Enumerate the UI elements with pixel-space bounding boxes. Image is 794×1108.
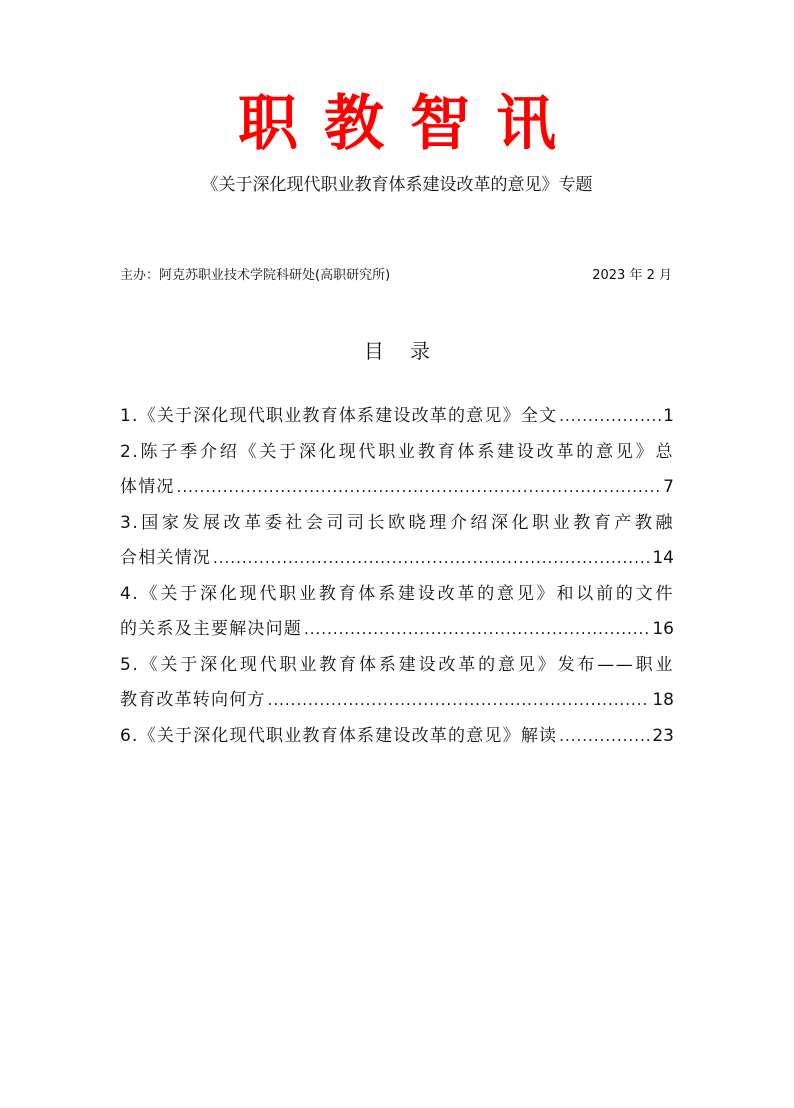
toc-leader-dots [177,470,662,506]
toc-heading: 目 录 [363,339,441,363]
toc-item-3[interactable] [120,506,674,577]
toc-leader-dots [268,683,651,719]
toc-page-number: 23 [652,725,674,746]
toc-page-number: 18 [652,690,674,710]
table-of-contents [120,399,674,754]
toc-item-2[interactable] [120,435,674,506]
toc-entry-line [120,683,674,719]
toc-entry-text: 体情况 [120,477,175,497]
toc-entry-text: 的关系及主要解决问题 [120,619,302,639]
toc-entry-text: 合相关情况 [120,548,211,568]
toc-entry-line [120,399,674,435]
toc-item-4[interactable] [120,577,674,648]
toc-leader-dots [213,541,650,577]
toc-page-number: 16 [652,619,674,639]
toc-entry-line [120,719,674,755]
toc-leader-dots [559,399,661,435]
toc-entry-line [120,470,674,506]
issue-date: 2023 年 2 月 [592,268,672,283]
toc-entry-line [120,541,674,577]
masthead-title: 职教智讯 [238,89,582,159]
toc-item-1[interactable] [120,399,674,435]
toc-entry-line [120,612,674,648]
toc-entry-first-line: 2.陈子季介绍《关于深化现代职业教育体系建设改革的意见》总 [120,441,674,462]
toc-entry-first-line: 3.国家发展改革委社会司司长欧晓理介绍深化职业教育产教融 [120,512,674,533]
toc-item-6[interactable] [120,719,674,755]
toc-page-number: 1 [663,406,674,426]
issue-subtitle: 《关于深化现代职业教育体系建设改革的意见》专题 [201,175,593,195]
toc-entry-text: 教育改革转向何方 [120,690,266,710]
sponsor-text: 主办：阿克苏职业技术学院科研处(高职研究所) [120,268,391,283]
toc-page-number: 14 [652,548,674,568]
toc-page-number: 7 [663,477,674,497]
toc-leader-dots [559,719,650,755]
toc-entry-text: 1.《关于深化现代职业教育体系建设改革的意见》全文 [120,406,558,426]
toc-entry-first-line: 5.《关于深化现代职业教育体系建设改革的意见》发布——职业 [120,654,674,675]
meta-row [120,266,672,286]
toc-entry-first-line: 4.《关于深化现代职业教育体系建设改革的意见》和以前的文件 [120,583,674,604]
toc-entry-text: 6.《关于深化现代职业教育体系建设改革的意见》解读 [120,725,558,746]
toc-leader-dots [304,612,650,648]
toc-item-5[interactable] [120,648,674,719]
